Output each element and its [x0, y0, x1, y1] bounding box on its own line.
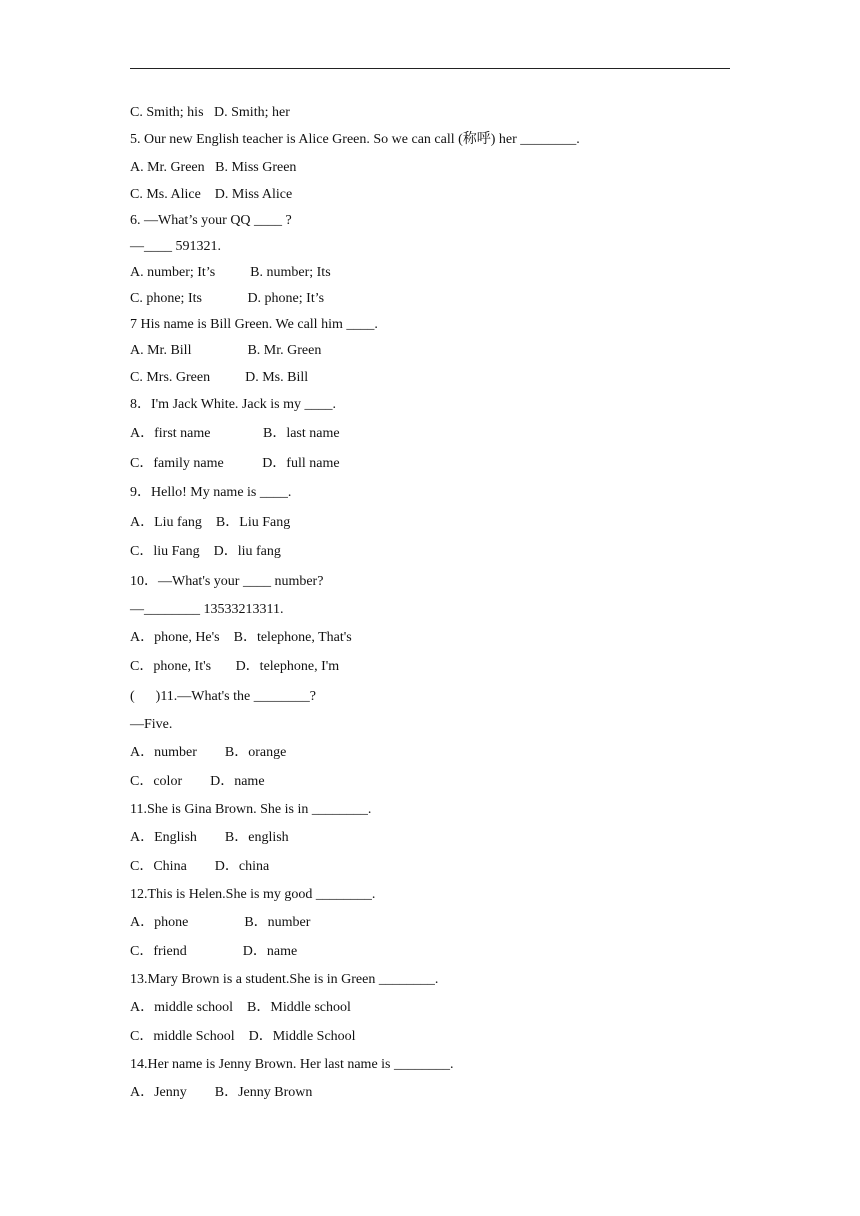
- answer-options-q5-ab: A. Mr. Green B. Miss Green: [130, 160, 297, 175]
- answer-options-q7-ab: A. Mr. Bill B. Mr. Green: [130, 343, 322, 358]
- question-12: 12.This is Helen.She is my good ________.: [130, 887, 376, 902]
- answer-options-q6-cd: C. phone; Its D. phone; It’s: [130, 291, 325, 306]
- answer-options-q11a-cd: C．color D．name: [130, 774, 265, 789]
- header-rule: [130, 68, 730, 69]
- answer-options-q13-ab: A．middle school B．Middle school: [130, 1000, 351, 1015]
- answer-options-q6-ab: A. number; It’s B. number; Its: [130, 265, 331, 280]
- answer-options-q14-ab: A．Jenny B．Jenny Brown: [130, 1085, 313, 1100]
- answer-options-q5-cd: C. Ms. Alice D. Miss Alice: [130, 187, 293, 202]
- answer-options-q9-cd: C．liu Fang D．liu fang: [130, 544, 281, 559]
- answer-options-q12-ab: A．phone B．number: [130, 915, 311, 930]
- question-14: 14.Her name is Jenny Brown. Her last name is ________.: [130, 1057, 454, 1072]
- question-9: 9．Hello! My name is ____.: [130, 485, 292, 500]
- answer-options-q10-cd: C．phone, It's D．telephone, I'm: [130, 659, 340, 674]
- question-10: 10．—What's your ____ number?: [130, 574, 324, 589]
- answer-options-q13-cd: C．middle School D．Middle School: [130, 1029, 356, 1044]
- answer-options-q11b-cd: C．China D．china: [130, 859, 270, 874]
- answer-options-q11b-ab: A．English B．english: [130, 830, 289, 845]
- answer-options-q9-ab: A．Liu fang B．Liu Fang: [130, 515, 291, 530]
- question-8: 8．I'm Jack White. Jack is my ____.: [130, 397, 337, 412]
- answer-options-q8-ab: A．first name B．last name: [130, 426, 340, 441]
- question-10-reply: —________ 13533213311.: [130, 602, 284, 617]
- answer-options-q10-ab: A．phone, He's B．telephone, That's: [130, 630, 352, 645]
- answer-options-q12-cd: C．friend D．name: [130, 944, 298, 959]
- answer-options-q8-cd: C．family name D．full name: [130, 456, 340, 471]
- question-13: 13.Mary Brown is a student.She is in Green ________.: [130, 972, 439, 987]
- answer-options-q4-cd: C. Smith; his D. Smith; her: [130, 105, 290, 120]
- question-5: 5. Our new English teacher is Alice Green. So we can call (称呼) her ________.: [130, 132, 580, 147]
- question-6-reply: —____ 591321.: [130, 239, 221, 254]
- answer-options-q11a-ab: A．number B．orange: [130, 745, 287, 760]
- question-11b: 11.She is Gina Brown. She is in ________.: [130, 802, 372, 817]
- question-11a-reply: —Five.: [130, 717, 173, 732]
- question-6: 6. —What’s your QQ ____ ?: [130, 213, 292, 228]
- answer-options-q7-cd: C. Mrs. Green D. Ms. Bill: [130, 370, 309, 385]
- question-11a: ( )11.—What's the ________?: [130, 689, 316, 704]
- question-7: 7 His name is Bill Green. We call him ____.: [130, 317, 378, 332]
